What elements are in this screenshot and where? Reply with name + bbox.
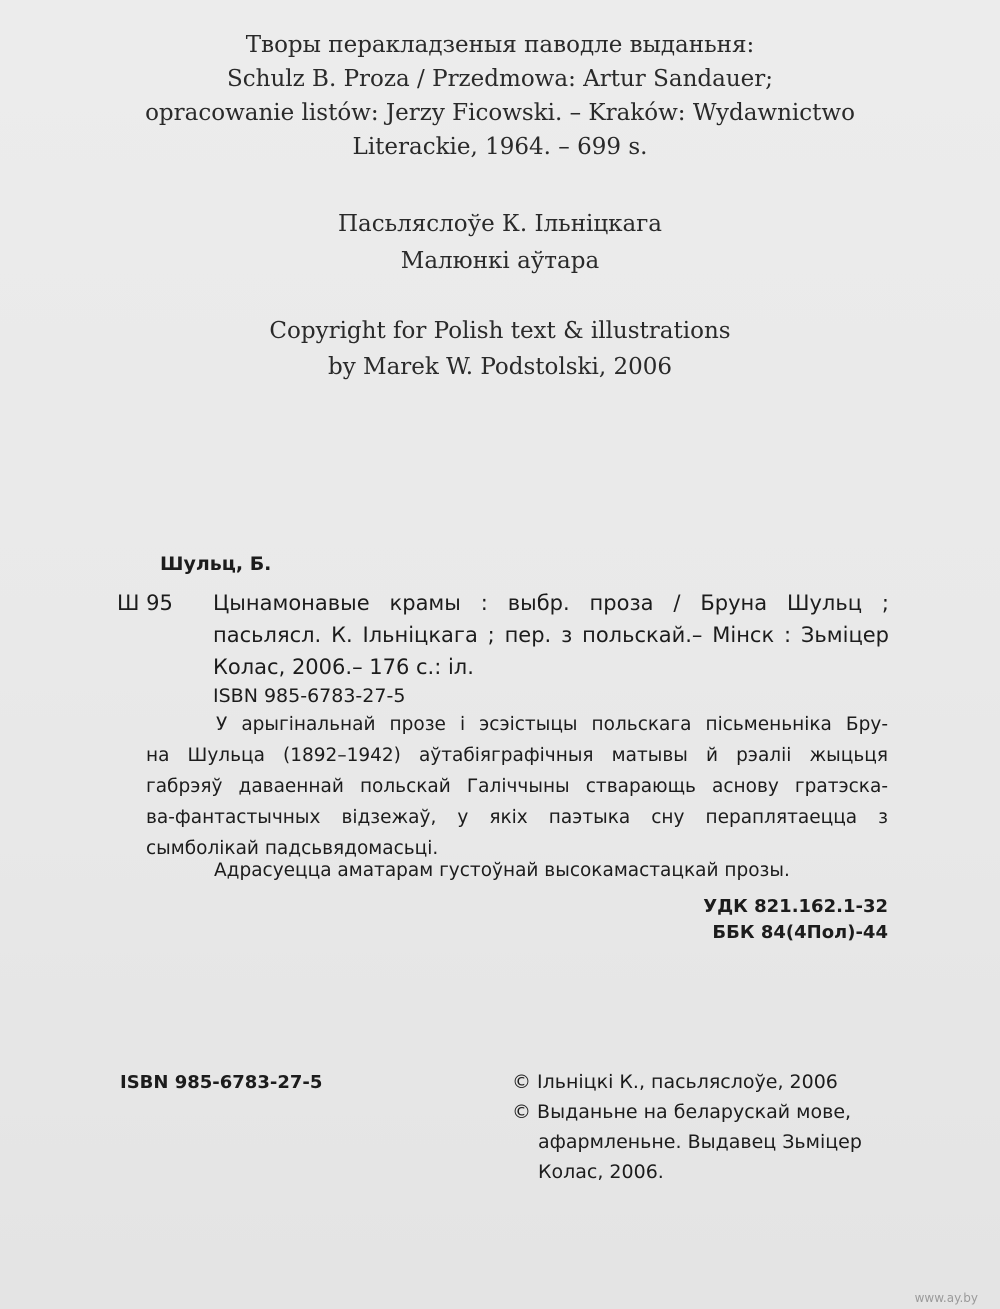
footer-copyright-line: © Выданьне на беларускай мове, — [512, 1101, 852, 1123]
source-line: Literackie, 1964. – 699 s. — [352, 134, 648, 160]
catalog-entry-line: Цынамонавые крамы : выбр. проза / Бруна Шульц ; — [213, 591, 889, 615]
footer-copyright-line: Колас, 2006. — [538, 1161, 664, 1183]
source-line: Творы перакладзеныя паводле выданьня: — [245, 32, 755, 58]
catalog-author-heading: Шульц, Б. — [160, 553, 272, 575]
catalog-annotation — [146, 709, 888, 864]
illustrations-credit: Малюнкі аўтара — [400, 248, 600, 274]
annotation-line: сымболікай падсьвядомасьці. — [146, 838, 439, 859]
copyright-line: Copyright for Polish text & illustrations — [269, 318, 731, 344]
catalog-isbn: ISBN 985-6783-27-5 — [213, 685, 406, 707]
afterword-credit: Пасьляслоўе К. Ільніцкага — [337, 211, 663, 237]
catalog-entry-line: Колас, 2006.– 176 с.: іл. — [213, 655, 474, 679]
annotation-line: ва-фантастычных відзежаў, у якіх паэтыка сну пераплятаецца з — [146, 807, 888, 828]
footer-copyright-line: афармленьне. Выдавец Зьміцер — [538, 1131, 862, 1153]
copyright-line: by Marek W. Podstolski, 2006 — [327, 354, 672, 380]
footer-copyright-line: © Ільніцкі К., пасьляслоўе, 2006 — [512, 1071, 838, 1093]
footer-copyright — [512, 1067, 862, 1187]
annotation-line: У арыгінальнай прозе і эсэістыцы польскага пісьменьніка Бру- — [216, 714, 888, 735]
copyright-block — [0, 313, 1000, 385]
annotation-line: на Шульца (1892–1942) аўтабіяграфічныя матывы й рэаліі жыцьця — [146, 745, 888, 766]
footer-isbn: ISBN 985-6783-27-5 — [120, 1072, 323, 1093]
source-line: opracowanie listów: Jerzy Ficowski. – Kraków: Wydawnictwo — [145, 100, 855, 126]
catalog-entry-line: пасьлясл. К. Ільніцкага ; пер. з польскай.– Мінск : Зьміцер — [213, 623, 889, 647]
catalog-entry — [213, 587, 889, 683]
credits-block — [0, 206, 1000, 280]
catalog-author-mark: Ш 95 — [117, 591, 173, 615]
annotation-line: габрэяў даваеннай польскай Галіччыны стварающь аснову гратэска- — [146, 776, 888, 797]
source-line: Schulz B. Proza / Przedmowa: Artur Sandauer; — [227, 66, 773, 92]
udk-code: УДК 821.162.1-32 — [703, 896, 888, 917]
bbk-code: ББК 84(4Пол)-44 — [712, 922, 888, 943]
site-watermark: www.ay.by — [914, 1291, 978, 1305]
source-edition-block — [0, 28, 1000, 164]
catalog-audience: Адрасуецца аматарам густоўнай высокамастацкай прозы. — [214, 860, 790, 881]
